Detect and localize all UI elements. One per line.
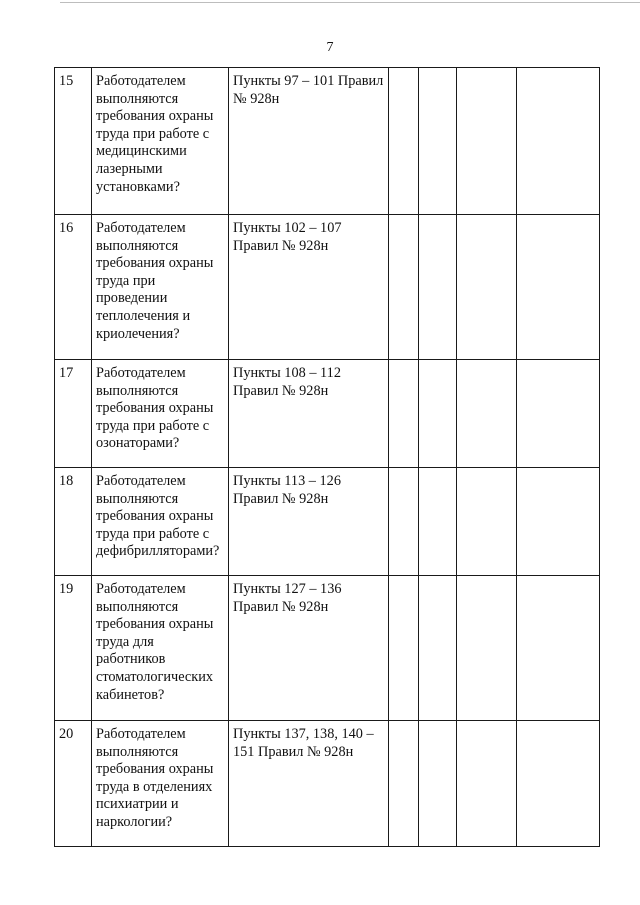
question-text: Работодателем выполняются требования охраны труда при работе с медицинскими лазерными установками? [96, 73, 214, 195]
reference-text: Пункты 102 – 107 Правил № 928н [233, 220, 342, 254]
table-row [55, 215, 600, 360]
answer-na-cell[interactable] [457, 468, 517, 576]
answer-no-cell[interactable] [419, 215, 457, 360]
answer-na-cell[interactable] [457, 721, 517, 847]
question-cell [92, 360, 229, 468]
row-number: 16 [55, 215, 92, 360]
reference-text: Пункты 127 – 136 Правил № 928н [233, 581, 342, 615]
reference-text: Пункты 97 – 101 Правил № 928н [233, 73, 384, 107]
answer-no-cell[interactable] [419, 468, 457, 576]
answer-na-cell[interactable] [457, 360, 517, 468]
reference-cell [229, 215, 389, 360]
notes-cell[interactable] [517, 721, 600, 847]
table-row [55, 576, 600, 721]
row-number: 15 [55, 68, 92, 215]
notes-cell[interactable] [517, 68, 600, 215]
question-cell [92, 576, 229, 721]
question-text: Работодателем выполняются требования охраны труда при проведении теплолечения и криолечения? [96, 220, 214, 342]
table-row [55, 360, 600, 468]
question-text: Работодателем выполняются требования охраны труда при работе с дефибрилляторами? [96, 473, 220, 560]
question-cell [92, 68, 229, 215]
reference-cell [229, 360, 389, 468]
answer-yes-cell[interactable] [389, 721, 419, 847]
question-cell [92, 468, 229, 576]
notes-cell[interactable] [517, 468, 600, 576]
answer-na-cell[interactable] [457, 68, 517, 215]
page-number: 7 [326, 40, 334, 55]
table-row [55, 68, 600, 215]
reference-cell [229, 68, 389, 215]
answer-yes-cell[interactable] [389, 360, 419, 468]
answer-no-cell[interactable] [419, 721, 457, 847]
checklist-table [54, 67, 600, 847]
answer-yes-cell[interactable] [389, 68, 419, 215]
row-number: 18 [55, 468, 92, 576]
question-cell [92, 721, 229, 847]
answer-yes-cell[interactable] [389, 468, 419, 576]
question-text: Работодателем выполняются требования охраны труда для работников стоматологических кабинетов? [96, 581, 214, 703]
answer-na-cell[interactable] [457, 215, 517, 360]
answer-yes-cell[interactable] [389, 576, 419, 721]
reference-cell [229, 468, 389, 576]
answer-yes-cell[interactable] [389, 215, 419, 360]
answer-no-cell[interactable] [419, 360, 457, 468]
question-cell [92, 215, 229, 360]
question-text: Работодателем выполняются требования охраны труда в отделениях психиатрии и наркологии? [96, 726, 214, 830]
answer-no-cell[interactable] [419, 576, 457, 721]
reference-text: Пункты 113 – 126 Правил № 928н [233, 473, 341, 507]
notes-cell[interactable] [517, 360, 600, 468]
notes-cell[interactable] [517, 215, 600, 360]
row-number: 17 [55, 360, 92, 468]
question-text: Работодателем выполняются требования охраны труда при работе с озонаторами? [96, 365, 214, 452]
notes-cell[interactable] [517, 576, 600, 721]
answer-no-cell[interactable] [419, 68, 457, 215]
answer-na-cell[interactable] [457, 576, 517, 721]
scan-top-line [60, 2, 640, 3]
row-number: 20 [55, 721, 92, 847]
reference-text: Пункты 137, 138, 140 – 151 Правил № 928н [233, 726, 374, 760]
table-row [55, 468, 600, 576]
reference-cell [229, 721, 389, 847]
reference-cell [229, 576, 389, 721]
table-row [55, 721, 600, 847]
reference-text: Пункты 108 – 112 Правил № 928н [233, 365, 341, 399]
row-number: 19 [55, 576, 92, 721]
